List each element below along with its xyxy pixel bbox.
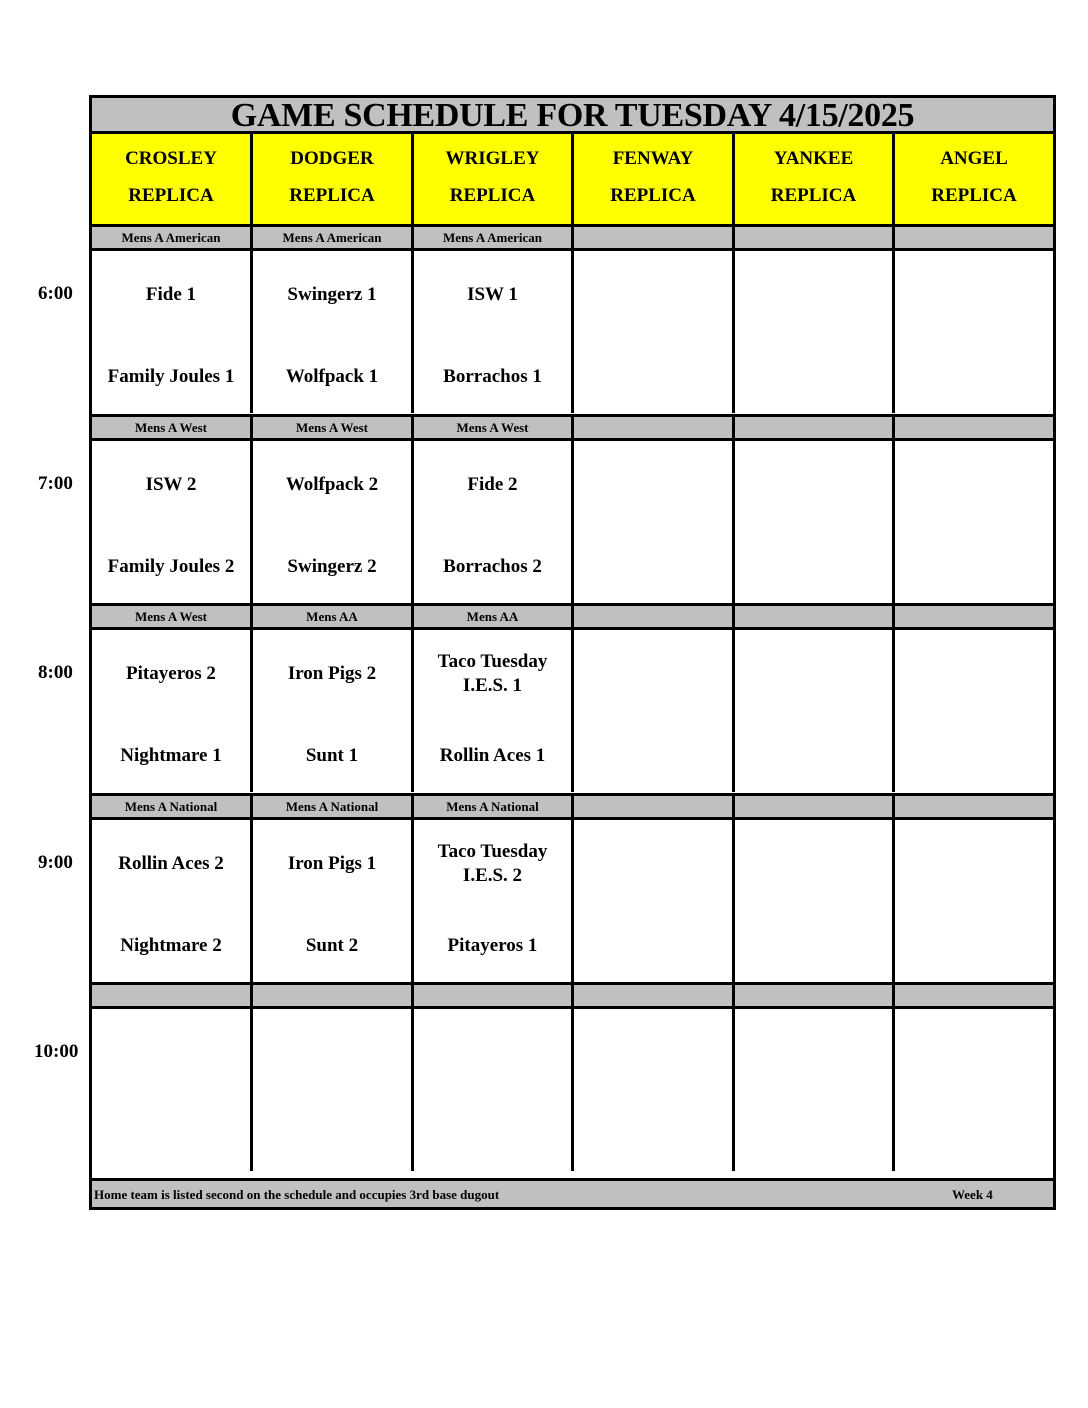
- game-cell: [735, 251, 895, 413]
- week-label: Week 4: [952, 1187, 993, 1202]
- game-cell: [414, 441, 574, 603]
- away-team: Fide 2: [467, 474, 518, 495]
- division-label: [895, 606, 1053, 627]
- home-team: Sunt 1: [305, 745, 359, 766]
- schedule-footer: [92, 1178, 1053, 1207]
- away-team: Iron Pigs 1: [287, 853, 377, 874]
- away-team: ISW 1: [467, 284, 518, 305]
- division-label: Mens AA: [414, 606, 574, 627]
- division-label: Mens A American: [414, 227, 574, 248]
- away-team: Iron Pigs 2: [287, 663, 377, 684]
- division-label: Mens A American: [92, 227, 253, 248]
- venue-header-yankee: [735, 134, 895, 227]
- away-team: Fide 1: [145, 284, 197, 305]
- division-label: [895, 227, 1053, 248]
- game-cell: [735, 820, 895, 982]
- division-label: [574, 985, 735, 1006]
- home-team: Rollin Aces 1: [439, 745, 546, 766]
- game-cell: [92, 441, 253, 603]
- game-cell: [92, 820, 253, 982]
- home-team: Nightmare 2: [120, 935, 222, 956]
- division-label: [574, 796, 735, 817]
- game-cell: [92, 630, 253, 792]
- division-label: [895, 417, 1053, 438]
- division-label: [414, 985, 574, 1006]
- away-team: Taco Tuesday I.E.S. 1: [437, 651, 548, 696]
- home-team: Nightmare 1: [120, 745, 222, 766]
- division-label: Mens A American: [253, 227, 414, 248]
- division-label: Mens A National: [414, 796, 574, 817]
- home-team-note: Home team is listed second on the schedule and occupies 3rd base dugout: [94, 1187, 500, 1202]
- game-cell: [895, 251, 1053, 413]
- venue-name: WRIGLEY: [445, 148, 540, 169]
- time-label: 9:00: [38, 852, 73, 873]
- venue-subtitle: REPLICA: [610, 185, 696, 206]
- division-label: [735, 606, 895, 627]
- time-label: 10:00: [34, 1041, 79, 1062]
- time-label: 6:00: [38, 283, 73, 304]
- time-label: 8:00: [38, 662, 73, 683]
- division-label: [735, 796, 895, 817]
- away-team: Wolfpack 2: [285, 474, 379, 495]
- home-team: Wolfpack 1: [285, 366, 379, 387]
- home-team: Pitayeros 1: [447, 935, 538, 956]
- game-cell: [895, 630, 1053, 792]
- home-team: Family Joules 2: [107, 556, 235, 577]
- division-label: Mens A West: [92, 417, 253, 438]
- game-cell: [895, 441, 1053, 603]
- venue-name: CROSLEY: [125, 148, 217, 169]
- division-label: [574, 227, 735, 248]
- schedule-title: GAME SCHEDULE FOR TUESDAY 4/15/2025: [92, 98, 1053, 134]
- game-cell: [414, 1009, 574, 1171]
- home-team: Sunt 2: [305, 935, 359, 956]
- game-cell: [414, 630, 574, 792]
- division-label: Mens AA: [253, 606, 414, 627]
- game-cell: [253, 251, 414, 413]
- venue-subtitle: REPLICA: [289, 185, 375, 206]
- division-label: [735, 417, 895, 438]
- venue-header-dodger: [253, 134, 414, 227]
- game-cell: [574, 1009, 735, 1171]
- away-team: Rollin Aces 2: [118, 853, 224, 874]
- game-cell: [574, 251, 735, 413]
- away-team: Taco Tuesday I.E.S. 2: [437, 841, 548, 886]
- game-cell: [414, 820, 574, 982]
- division-label: [574, 606, 735, 627]
- division-label: Mens A West: [253, 417, 414, 438]
- home-team: Borrachos 1: [443, 366, 542, 387]
- game-cell: [92, 251, 253, 413]
- away-team: ISW 2: [145, 474, 197, 495]
- venue-subtitle: REPLICA: [770, 185, 857, 206]
- away-team: Pitayeros 2: [126, 663, 216, 684]
- venue-name: FENWAY: [612, 148, 694, 169]
- venue-header-wrigley: [414, 134, 574, 227]
- game-cell: [92, 1009, 253, 1171]
- division-label: [735, 227, 895, 248]
- game-cell: [253, 1009, 414, 1171]
- division-label: [895, 796, 1053, 817]
- game-cell: [253, 630, 414, 792]
- home-team: Family Joules 1: [107, 366, 235, 387]
- venue-subtitle: REPLICA: [128, 185, 214, 206]
- game-cell: [735, 630, 895, 792]
- game-cell: [253, 820, 414, 982]
- division-label: Mens A West: [414, 417, 574, 438]
- game-cell: [895, 1009, 1053, 1171]
- division-label: Mens A National: [92, 796, 253, 817]
- division-label: [92, 985, 253, 1006]
- game-cell: [735, 1009, 895, 1171]
- venue-subtitle: REPLICA: [449, 185, 536, 206]
- time-label: 7:00: [38, 473, 73, 494]
- venue-subtitle: REPLICA: [931, 185, 1017, 206]
- home-team: Swingerz 2: [287, 556, 377, 577]
- home-team: Borrachos 2: [443, 556, 542, 577]
- venue-name: YANKEE: [773, 148, 854, 169]
- game-cell: [253, 441, 414, 603]
- venue-header-crosley: [92, 134, 253, 227]
- venue-header-fenway: [574, 134, 735, 227]
- game-cell: [895, 820, 1053, 982]
- division-label: Mens A National: [253, 796, 414, 817]
- venue-name: DODGER: [290, 148, 374, 169]
- game-cell: [574, 820, 735, 982]
- game-cell: [414, 251, 574, 413]
- game-cell: [574, 630, 735, 792]
- division-label: [735, 985, 895, 1006]
- division-label: [574, 417, 735, 438]
- game-cell: [735, 441, 895, 603]
- away-team: Swingerz 1: [287, 284, 377, 305]
- game-cell: [574, 441, 735, 603]
- division-label: Mens A West: [92, 606, 253, 627]
- division-label: [895, 985, 1053, 1006]
- schedule-sheet: [89, 95, 1056, 1210]
- division-label: [253, 985, 414, 1006]
- venue-name: ANGEL: [940, 148, 1008, 169]
- venue-header-angel: [895, 134, 1053, 227]
